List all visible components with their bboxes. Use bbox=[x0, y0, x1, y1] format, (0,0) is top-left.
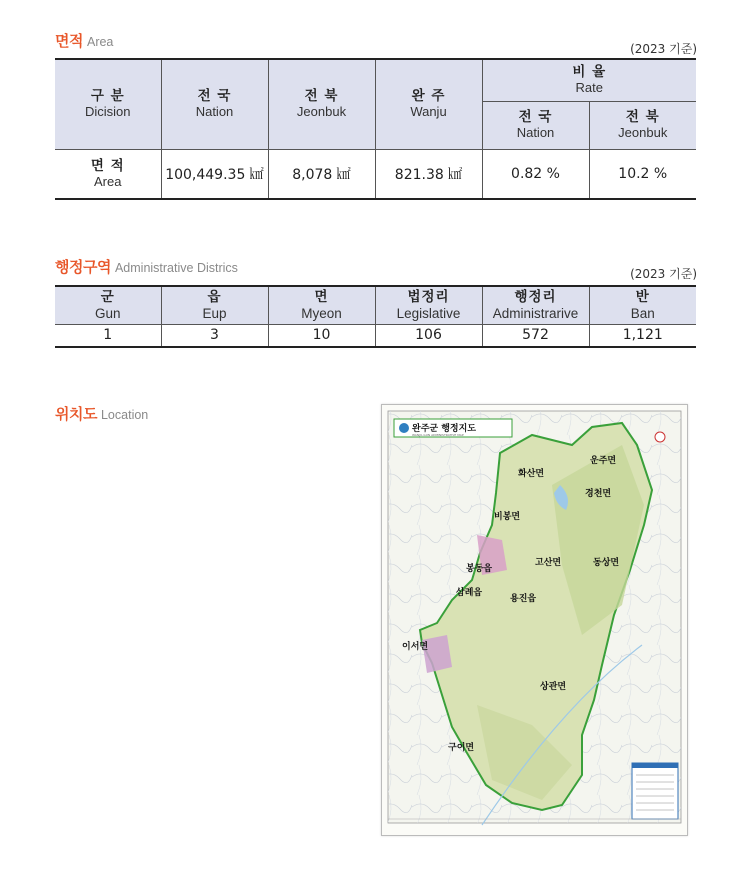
header-nation: 전 국 Nation bbox=[161, 59, 268, 149]
cell-rate-jeonbuk: 10.2 % bbox=[589, 149, 696, 199]
cell-nation-area: 100,449.35 ㎢ bbox=[161, 149, 268, 199]
map-legend bbox=[632, 763, 678, 819]
header-legislative: 법정리 Legislative bbox=[375, 286, 482, 324]
cell-legislative: 106 bbox=[375, 324, 482, 347]
area-table bbox=[55, 58, 696, 200]
admin-section-title bbox=[55, 256, 238, 277]
table-row bbox=[55, 324, 696, 347]
location-title-en: Location bbox=[100, 408, 149, 422]
cell-rate-nation: 0.82 % bbox=[482, 149, 589, 199]
place-sanggwan: 상관면 bbox=[540, 682, 567, 692]
cell-myeon: 10 bbox=[268, 324, 375, 347]
header-administrative: 행정리 Administrarive bbox=[482, 286, 589, 324]
admin-basis-year: (2023 기준) bbox=[630, 267, 697, 281]
location-title-ko: 위치도 bbox=[55, 405, 97, 423]
cell-eup: 3 bbox=[161, 324, 268, 347]
admin-title-en: Administrative Districs bbox=[114, 261, 238, 275]
place-unju: 운주면 bbox=[590, 456, 617, 466]
table-row bbox=[55, 149, 696, 199]
header-myeon: 면 Myeon bbox=[268, 286, 375, 324]
area-basis-year: (2023 기준) bbox=[630, 42, 697, 56]
row-label-area: 면 적 Area bbox=[55, 149, 161, 199]
map-image bbox=[382, 405, 687, 835]
place-dongsang: 동상면 bbox=[593, 558, 620, 568]
compass-icon bbox=[655, 432, 665, 442]
header-eup: 읍 Eup bbox=[161, 286, 268, 324]
header-wanju: 완 주 Wanju bbox=[375, 59, 482, 149]
map-logo-icon bbox=[399, 423, 409, 433]
area-title-ko: 면적 bbox=[55, 32, 83, 50]
place-samnye: 삼례읍 bbox=[456, 588, 483, 598]
place-gosan: 고산면 bbox=[535, 558, 562, 568]
place-yongjin: 용진읍 bbox=[510, 594, 537, 604]
admin-title-ko: 행정구역 bbox=[55, 258, 111, 276]
header-ban: 반 Ban bbox=[589, 286, 696, 324]
header-rate: 비 율 Rate bbox=[482, 59, 696, 101]
place-bibong: 비봉면 bbox=[494, 512, 521, 522]
location-section-title bbox=[55, 403, 148, 424]
cell-ban: 1,121 bbox=[589, 324, 696, 347]
header-category: 구 분 Dicision bbox=[55, 59, 161, 149]
map-title: 완주군 행정지도 bbox=[412, 424, 476, 434]
map-subtitle: WANJU-GUN ADMINISTRATIVE MAP bbox=[412, 433, 464, 437]
header-rate-jeonbuk: 전 북 Jeonbuk bbox=[589, 101, 696, 149]
place-gyeongcheon: 경천면 bbox=[585, 489, 612, 499]
location-map bbox=[381, 404, 688, 836]
header-rate-nation: 전 국 Nation bbox=[482, 101, 589, 149]
cell-jeonbuk-area: 8,078 ㎢ bbox=[268, 149, 375, 199]
cell-gun: 1 bbox=[55, 324, 161, 347]
header-jeonbuk: 전 북 Jeonbuk bbox=[268, 59, 375, 149]
place-gui: 구이면 bbox=[448, 743, 475, 753]
admin-table bbox=[55, 285, 696, 348]
header-gun: 군 Gun bbox=[55, 286, 161, 324]
cell-administrative: 572 bbox=[482, 324, 589, 347]
urban-area-iseo bbox=[422, 635, 452, 673]
place-iseo: 이서면 bbox=[402, 642, 429, 652]
place-bongdong: 봉동읍 bbox=[466, 564, 493, 574]
place-hwasan: 화산면 bbox=[518, 469, 545, 479]
cell-wanju-area: 821.38 ㎢ bbox=[375, 149, 482, 199]
area-title-en: Area bbox=[86, 35, 114, 49]
area-section-title bbox=[55, 30, 113, 51]
